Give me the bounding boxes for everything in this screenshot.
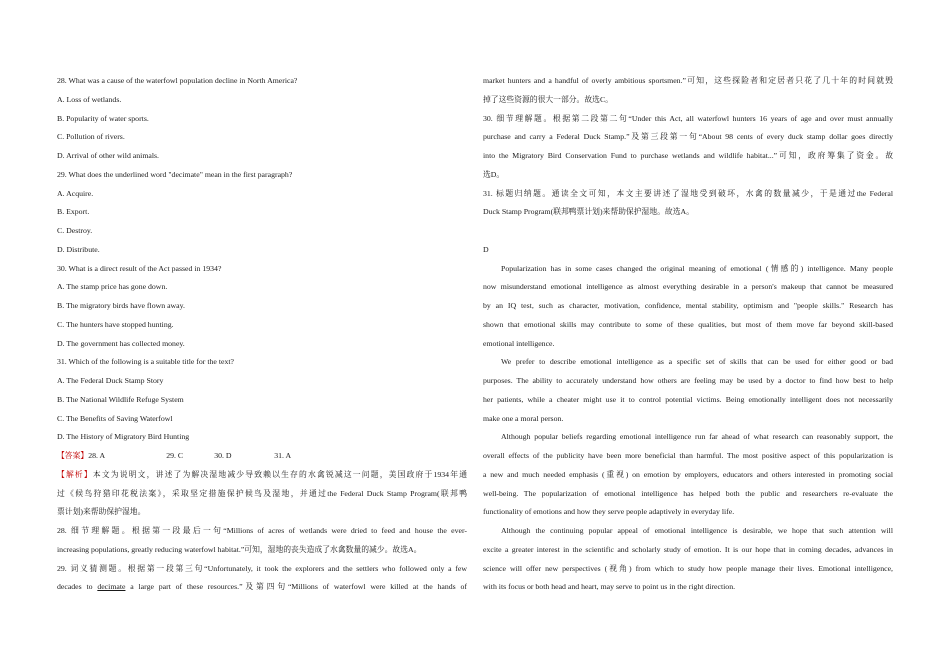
answer-29: 29. C <box>166 451 184 460</box>
analysis-line-3: 票计划)来帮助保护湿地。 <box>57 507 146 517</box>
para1-line-5: emotional intelligence. <box>483 338 555 348</box>
answer-28: 28. A <box>88 451 106 460</box>
para1-line-2: now misunderstand emotional intelligence as almost everything desirable in a person's makeup that cannot be measured <box>483 282 893 292</box>
option-28-d: D. Arrival of other wild animals. <box>57 151 159 160</box>
explanation-29-cont-line-1: market hunters and a handful of overly ambitious sportsmen.”可知，这些探险者和定居者只花了几十年的时间就毁 <box>483 76 893 85</box>
option-31-b: B. The National Wildlife Refuge System <box>57 394 184 404</box>
option-29-b: B. Export. <box>57 207 90 217</box>
para3-line-1: Although popular beliefs regarding emotional intelligence run far ahead of what research can reasonably support, the <box>501 432 893 442</box>
option-28-c: C. Pollution of rivers. <box>57 132 125 142</box>
explanation-29-line-1: 29. 词义猜测题。根据第一段第三句“Unfortunately, it took the explorers and the settlers who followed only a few <box>57 563 467 573</box>
answer-31: 31. A <box>274 451 292 460</box>
option-30-c: C. The hunters have stopped hunting. <box>57 319 174 329</box>
explanation-28-line-2: increasing populations, greatly reducing waterfowl habitat.”可知，湿地的丧失造成了水禽数量的减少。故选A。 <box>57 544 422 554</box>
para4-line-3: science will offer new perspectives (视角) from which to study how people manage their lives. Emotional intelligence, <box>483 563 893 573</box>
explanation-31-line-1: 31. 标题归纳题。通读全文可知，本文主要讲述了湿地受到破坏，水禽的数量减少，于是通过the Federal <box>483 188 893 198</box>
explanation-30-line-3: into the Migratory Bird Conservation Fund to purchase wetlands and wildlife habitat...”可知，政府筹集了资金。故 <box>483 151 893 160</box>
para1-line-3: by an IQ test, such as character, motivation, confidence, mental stability, optimism and "people skills." Research has <box>483 301 893 310</box>
answer-30: 30. D <box>214 451 232 460</box>
para1-line-4: shown that emotional skills may contribute to some of these qualities, but most of them move far beyond skill-based <box>483 319 893 329</box>
option-31-a: A. The Federal Duck Stamp Story <box>57 376 164 385</box>
option-28-a: A. Loss of wetlands. <box>57 94 122 104</box>
para3-line-3: a new and much needed emphasis (重视) on emotion by employers, educators and others interested in promoting social <box>483 469 893 479</box>
option-29-a: A. Acquire. <box>57 188 94 198</box>
option-30-a: A. The stamp price has gone down. <box>57 282 168 292</box>
question-30: 30. What is a direct result of the Act passed in 1934? <box>57 263 222 273</box>
underlined-word-decimate: decimate <box>97 582 126 592</box>
para3-line-4: well-being. The popularization of emotional intelligence has helped both the public and researchers re-evaluate the <box>483 488 893 498</box>
option-30-d: D. The government has collected money. <box>57 338 185 348</box>
question-31: 31. Which of the following is a suitable title for the text? <box>57 357 234 367</box>
question-29: 29. What does the underlined word "decimate" mean in the first paragraph? <box>57 169 293 179</box>
option-28-b: B. Popularity of water sports. <box>57 113 149 123</box>
answer-tag: 【答案】 <box>57 451 89 460</box>
option-29-c: C. Destroy. <box>57 226 93 235</box>
passage-label: D <box>483 244 489 254</box>
explanation-31-line-2: Duck Stamp Program(联邦鸭票计划)来帮助保护湿地。故选A。 <box>483 207 694 217</box>
para4-line-1: Although the continuing popular appeal of emotional intelligence is desirable, we hope that such attention will <box>501 526 893 535</box>
explanation-28-line-1: 28. 细节理解题。根据第一段最后一句“Millions of acres of wetlands were dried to feed and house the ever- <box>57 526 467 535</box>
para1-line-1: Popularization has in some cases changed the original meaning of emotional (情感的) intelligence. Many people <box>501 263 893 273</box>
left-column <box>57 72 467 597</box>
para3-line-2: overall effects of the publicity have been more beneficial than harmful. The most positive aspect of this popularization is <box>483 451 893 460</box>
option-30-b: B. The migratory birds have flown away. <box>57 301 185 310</box>
para4-line-4: with its focus or both head and heart, may serve to point us in the right direction. <box>483 582 736 592</box>
option-31-c: C. The Benefits of Saving Waterfowl <box>57 413 173 423</box>
question-28: 28. What was a cause of the waterfowl population decline in North America? <box>57 76 298 85</box>
explanation-29-cont-line-2: 掉了这些资源的很大一部分。故选C。 <box>483 94 613 104</box>
option-31-d: D. The History of Migratory Bird Hunting <box>57 432 190 442</box>
para4-line-2: excite a greater interest in the scientific and scholarly study of emotion. It is our hope that in coming decades, advances in <box>483 544 893 554</box>
explanation-30-line-2: purchase and carry a Federal Duck Stamp.”及第三段第一句“About 98 cents of every duck stamp dollar goes directly <box>483 132 893 142</box>
para2-line-2: purposes. The ability to accurately understand how others are feeling may be used by a doctor to find how best to help <box>483 376 893 385</box>
explanation-29-line-2: decades to decimate a large part of these resources.”及第四句“Millions of waterfowl were killed at the hands of <box>57 582 467 592</box>
analysis-line-1: 【解析】本文为说明文，讲述了为解决湿地减少导致赖以生存的水禽锐减这一问题，美国政府于1934年通 <box>57 469 467 479</box>
explanation-30-line-4: 选D。 <box>483 169 505 179</box>
spacer <box>483 222 893 241</box>
para2-line-4: make one a moral person. <box>483 413 564 423</box>
answer-key <box>57 447 467 466</box>
para3-line-5: functionality of emotions and how they serve people adaptively in everyday life. <box>483 507 735 517</box>
explanation-30-line-1: 30. 细节理解题。根据第二段第二句“Under this Act, all waterfowl hunters 16 years of age and over must annually <box>483 113 893 123</box>
para2-line-3: her patients, while a cheater might use it to control potential victims. Being emotionally intelligent does not necessarily <box>483 394 893 404</box>
right-column <box>483 72 893 597</box>
analysis-line-2: 过《候鸟狩猎印花税法案》，采取坚定措施保护候鸟及湿地，并通过the Federal Duck Stamp Program(联邦鸭 <box>57 488 467 498</box>
analysis-tag: 【解析】 <box>57 469 93 479</box>
option-29-d: D. Distribute. <box>57 244 100 254</box>
para2-line-1: We prefer to describe emotional intelligence as a specific set of skills that can be used for either good or bad <box>501 357 893 367</box>
